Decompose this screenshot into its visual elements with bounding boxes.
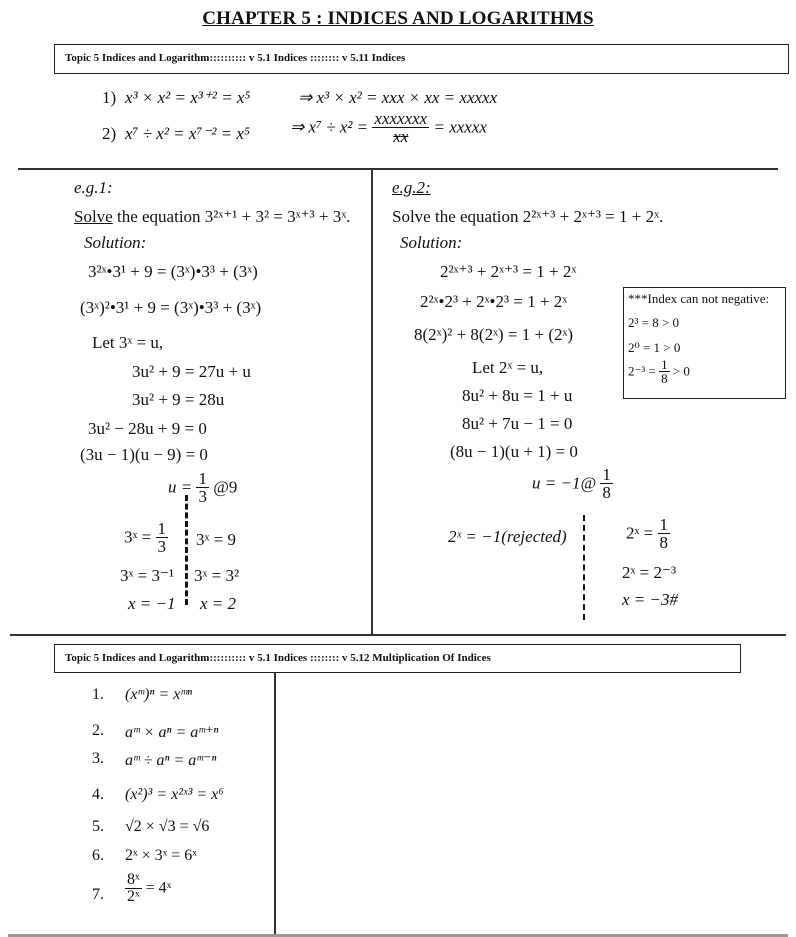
- note-line-3-rhs: > 0: [672, 363, 690, 379]
- example-1-right-step-1: 3ˣ = 9: [196, 530, 237, 549]
- topic-label: Topic 5 Indices and Logarithm:::::::::: v 5.1 Indices :::::::: v 5.12 Multiplication Of Indices: [65, 652, 491, 664]
- example-1-prompt-verb: Solve: [74, 207, 113, 226]
- fraction: [658, 516, 671, 551]
- example-1-branch-divider: [185, 495, 188, 605]
- example-2-left-step-1: 2ˣ = −1(rejected): [448, 527, 567, 546]
- example-2-step-3: 8(2ˣ)² + 8(2ˣ) = 1 + (2ˣ): [414, 325, 574, 344]
- rule-2-expansion: [290, 110, 487, 145]
- topic-label: Topic 5 Indices and Logarithm:::::::::: v 5.1 Indices :::::::: v 5.11 Indices: [65, 52, 406, 64]
- example-2-right-step-3: x = −3#: [622, 590, 678, 609]
- law-3-formula: aᵐ ÷ aⁿ = aᵐ⁻ⁿ: [125, 752, 217, 769]
- fraction-denominator: 3: [198, 487, 207, 506]
- law-7-formula: [125, 872, 171, 905]
- fraction: [659, 358, 670, 385]
- fraction-numerator: 1: [602, 465, 611, 484]
- examples-column-divider: [371, 168, 373, 635]
- example-1-left-step-1: [124, 520, 168, 555]
- note-line-3: [628, 358, 690, 385]
- topic-header-5-12: [54, 644, 741, 673]
- law-1-number: 1.: [92, 686, 104, 703]
- index-note-box: [623, 287, 786, 399]
- fraction-numerator: 1: [157, 519, 167, 538]
- law-4-number: 4.: [92, 786, 104, 803]
- fraction-numerator: 1: [198, 469, 207, 488]
- fraction-numerator: 8ˣ: [127, 871, 140, 888]
- example-2-right-step-1: [626, 516, 670, 551]
- equation-lhs: 2ˣ =: [626, 523, 654, 543]
- example-1-right-step-2: 3ˣ = 3²: [194, 566, 240, 585]
- example-2-step-2: 2²ˣ•2³ + 2ˣ•2³ = 1 + 2ˣ: [420, 292, 568, 311]
- example-2-prompt: Solve the equation 2²ˣ⁺³ + 2ˣ⁺³ = 1 + 2ˣ.: [392, 207, 664, 226]
- law-3-number: 3.: [92, 750, 104, 767]
- rule-2-fraction: [372, 110, 429, 145]
- fraction-numerator: 1: [661, 357, 668, 372]
- example-1-step-4: 3u² + 9 = 27u + u: [132, 362, 251, 381]
- law-2-number: 2.: [92, 722, 104, 739]
- example-1-step-1: 3²ˣ•3¹ + 9 = (3ˣ)•3³ + (3ˣ): [88, 262, 258, 281]
- example-1-step-3: Let 3ˣ = u,: [92, 333, 164, 352]
- example-2-roots: [532, 466, 613, 501]
- example-1-left-step-3: x = −1: [128, 594, 176, 613]
- law-2-formula: aᵐ × aⁿ = aᵐ⁺ⁿ: [125, 724, 219, 741]
- rule-2-number: 2): [102, 124, 117, 143]
- example-1-step-7: (3u − 1)(u − 9) = 0: [80, 445, 208, 464]
- fraction-denominator: 3: [157, 537, 167, 556]
- example-2-label: e.g.2:: [392, 178, 431, 197]
- example-2-step-5: 8u² + 8u = 1 + u: [462, 386, 573, 405]
- rule-1-expansion: ⇒ x³ × x² = xxx × xx = xxxxx: [298, 88, 498, 107]
- example-1-step-5: 3u² + 9 = 28u: [132, 390, 225, 409]
- fraction-denominator: 2ˣ: [127, 888, 140, 905]
- rule-2-expansion-lhs: ⇒ x⁷ ÷ x² =: [290, 117, 369, 137]
- example-1-solution-label: Solution:: [84, 233, 147, 252]
- example-2-step-6: 8u² + 7u − 1 = 0: [462, 414, 573, 433]
- note-heading: ***Index can not negative:: [628, 291, 770, 306]
- law-7-number: 7.: [92, 886, 104, 903]
- example-1-left-step-2: 3ˣ = 3⁻¹: [120, 566, 175, 585]
- rule-2-expansion-rhs: = xxxxx: [433, 117, 487, 137]
- example-1-step-6: 3u² − 28u + 9 = 0: [88, 419, 207, 438]
- laws-column-divider: [274, 673, 276, 937]
- example-1-roots-rest: @9: [213, 477, 238, 497]
- example-1-prompt: [74, 207, 350, 227]
- note-line-1: 2³ = 8 > 0: [628, 315, 680, 330]
- fraction: [125, 872, 142, 905]
- example-1-prompt-text: the equation: [112, 207, 205, 226]
- example-1-roots-lhs: u =: [168, 477, 193, 497]
- example-2-roots-lhs: u = −1@: [532, 473, 597, 493]
- example-1-roots-fraction: [196, 470, 209, 505]
- law-7-rhs: = 4ˣ: [145, 879, 172, 897]
- example-2-branch-divider: [583, 515, 585, 620]
- fraction-numerator: 1: [659, 515, 669, 534]
- example-1-right-step-3: x = 2: [200, 594, 237, 613]
- equation-lhs: 3ˣ =: [124, 527, 152, 547]
- note-line-3-lhs: 2⁻³ =: [628, 363, 656, 379]
- fraction-denominator: 8: [661, 371, 668, 386]
- chapter-title: CHAPTER 5 : INDICES AND LOGARITHMS: [202, 8, 594, 29]
- fraction: [156, 520, 169, 555]
- example-2-step-1: 2²ˣ⁺³ + 2ˣ⁺³ = 1 + 2ˣ: [440, 262, 577, 281]
- note-line-2: 2⁰ = 1 > 0: [628, 340, 681, 355]
- law-1-formula: (xᵐ)ⁿ = xᵐⁿ: [125, 686, 193, 703]
- example-1-equation: 3²ˣ⁺¹ + 3² = 3ˣ⁺³ + 3ˣ.: [204, 207, 351, 226]
- rule-1-formula: x³ × x² = x³⁺² = x⁵: [125, 88, 251, 107]
- law-4-formula: (x²)³ = x²ˣ³ = x⁶: [125, 786, 224, 803]
- rule-2-formula: x⁷ ÷ x² = x⁷⁻² = x⁵: [125, 124, 250, 143]
- example-1-label: e.g.1:: [74, 178, 113, 197]
- example-2-solution-label: Solution:: [400, 233, 463, 252]
- example-2-right-step-2: 2ˣ = 2⁻³: [622, 563, 677, 582]
- example-2-step-7: (8u − 1)(u + 1) = 0: [450, 442, 578, 461]
- example-1-roots: [168, 470, 237, 505]
- law-6-number: 6.: [92, 847, 104, 864]
- example-2-step-4: Let 2ˣ = u,: [472, 358, 544, 377]
- law-6-formula: 2ˣ × 3ˣ = 6ˣ: [125, 847, 197, 864]
- fraction-denominator: 8: [659, 533, 669, 552]
- section-divider-bottom: [10, 634, 786, 636]
- fraction-denominator: 8: [602, 483, 611, 502]
- rule-2-denominator: xx: [372, 127, 429, 145]
- example-1-step-2: (3ˣ)²•3¹ + 9 = (3ˣ)•3³ + (3ˣ): [80, 298, 262, 317]
- law-5-formula: √2 × √3 = √6: [125, 818, 210, 835]
- rule-1-number: 1): [102, 88, 117, 107]
- section-divider-top: [18, 168, 778, 170]
- topic-header-5-11: [54, 44, 789, 74]
- law-5-number: 5.: [92, 818, 104, 835]
- rule-2-numerator: xxxxxxx: [374, 109, 428, 128]
- example-2-roots-fraction: [600, 466, 613, 501]
